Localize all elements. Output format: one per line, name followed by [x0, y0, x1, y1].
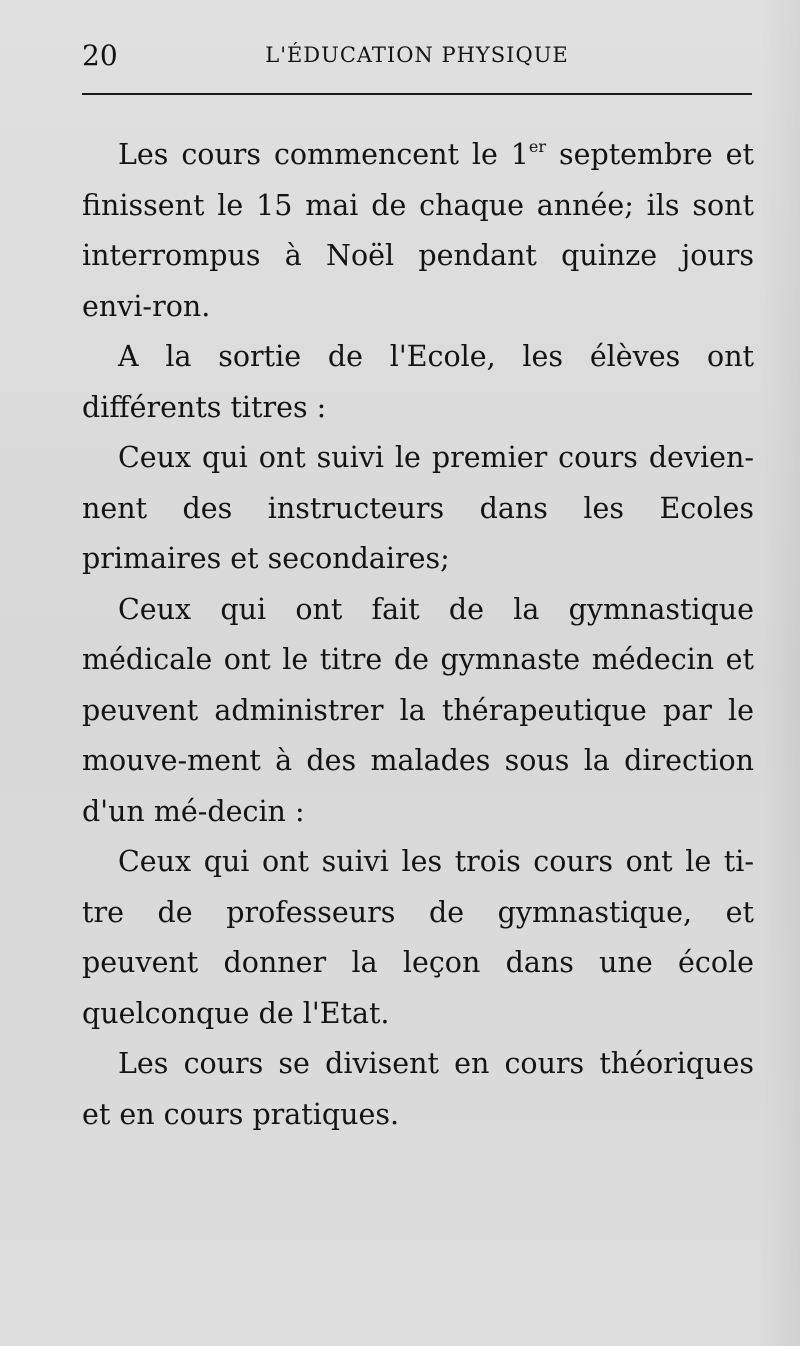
paragraph-course-division: Les cours se divisent en cours théoriques et en cours pratiques.	[82, 1047, 754, 1131]
header-rule	[82, 93, 752, 95]
paragraph-titles-intro: A la sortie de l'Ecole, les élèves ont différents titres :	[82, 340, 754, 424]
page-header	[82, 38, 752, 78]
paragraph-first-course: Ceux qui ont suivi le premier cours devien-nent des instructeurs dans les Ecoles primaires et secondaires;	[82, 441, 754, 575]
superscript: er	[528, 137, 547, 156]
page-number: 20	[82, 39, 118, 72]
body-text	[82, 130, 754, 1140]
paragraph-course-dates: Les cours commencent le 1er septembre et finissent le 15 mai de chaque année; ils sont interrompus à Noël pendant quinze jours envi-ron.	[82, 137, 754, 323]
running-title: L'ÉDUCATION PHYSIQUE	[265, 43, 569, 67]
paragraph-three-courses: Ceux qui ont suivi les trois cours ont le ti-tre de professeurs de gymnastique, et peuvent donner la leçon dans une école quelconque de l'Etat.	[82, 845, 754, 1030]
paragraph-medical-gymnastics: Ceux qui ont fait de la gymnastique médicale ont le titre de gymnaste médecin et peuvent administrer la thérapeutique par le mouve-ment à des malades sous la direction d'un mé-decin :	[82, 592, 754, 828]
